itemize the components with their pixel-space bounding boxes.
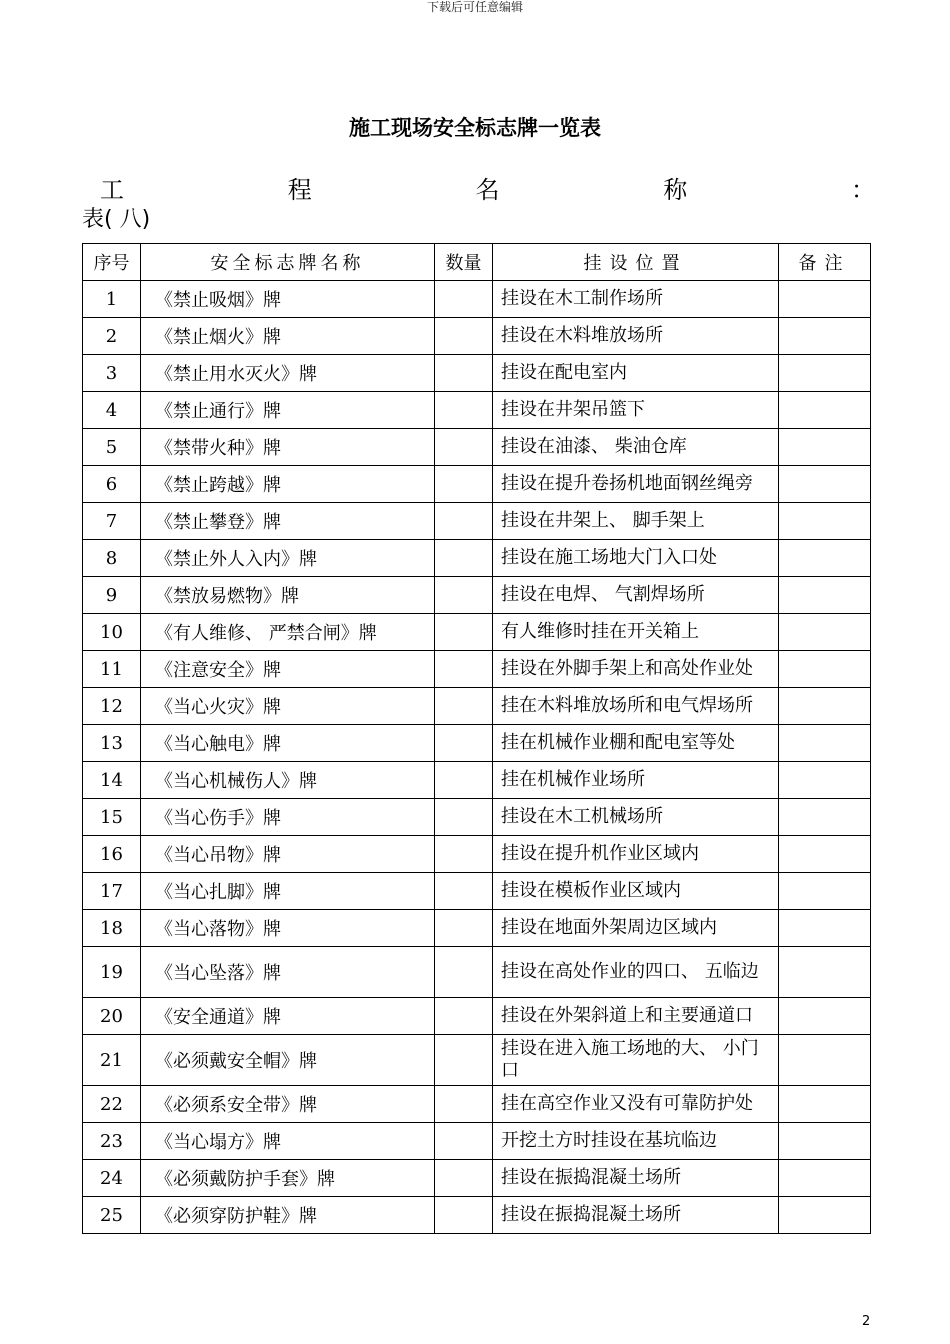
row-seq: 5 bbox=[83, 429, 141, 466]
row-location: 挂设在施工场地大门入口处 bbox=[493, 540, 779, 577]
row-seq: 12 bbox=[83, 688, 141, 725]
row-quantity bbox=[435, 577, 493, 614]
row-seq: 17 bbox=[83, 873, 141, 910]
row-quantity bbox=[435, 799, 493, 836]
row-note bbox=[779, 1086, 871, 1123]
row-seq: 2 bbox=[83, 318, 141, 355]
table-row bbox=[83, 688, 871, 725]
row-quantity bbox=[435, 1086, 493, 1123]
table-row bbox=[83, 1035, 871, 1086]
row-quantity bbox=[435, 540, 493, 577]
row-note bbox=[779, 947, 871, 998]
row-location: 挂设在地面外架周边区域内 bbox=[493, 910, 779, 947]
column-header-qty: 数量 bbox=[435, 244, 493, 281]
row-seq: 16 bbox=[83, 836, 141, 873]
row-quantity bbox=[435, 429, 493, 466]
row-sign-name: 《安全通道》牌 bbox=[141, 998, 435, 1035]
row-sign-name: 《必须穿防护鞋》牌 bbox=[141, 1197, 435, 1234]
row-quantity bbox=[435, 281, 493, 318]
row-location: 挂在高空作业又没有可靠防护处 bbox=[493, 1086, 779, 1123]
column-header-name: 安全标志牌名称 bbox=[141, 244, 435, 281]
page-number: 2 bbox=[862, 1314, 871, 1329]
table-body bbox=[83, 281, 871, 1234]
table-row bbox=[83, 318, 871, 355]
row-quantity bbox=[435, 1197, 493, 1234]
row-location: 挂在木料堆放场所和电气焊场所 bbox=[493, 688, 779, 725]
row-note bbox=[779, 873, 871, 910]
project-label-char: ： bbox=[851, 175, 875, 204]
row-note bbox=[779, 762, 871, 799]
table-row bbox=[83, 540, 871, 577]
row-seq: 9 bbox=[83, 577, 141, 614]
row-location: 挂设在外脚手架上和高处作业处 bbox=[493, 651, 779, 688]
row-sign-name: 《禁止通行》牌 bbox=[141, 392, 435, 429]
row-quantity bbox=[435, 762, 493, 799]
table-row bbox=[83, 429, 871, 466]
row-seq: 3 bbox=[83, 355, 141, 392]
row-sign-name: 《禁带火种》牌 bbox=[141, 429, 435, 466]
row-sign-name: 《必须系安全带》牌 bbox=[141, 1086, 435, 1123]
row-location: 挂设在高处作业的四口、 五临边 bbox=[493, 947, 779, 998]
row-seq: 18 bbox=[83, 910, 141, 947]
row-sign-name: 《禁止吸烟》牌 bbox=[141, 281, 435, 318]
table-row bbox=[83, 1086, 871, 1123]
row-note bbox=[779, 1035, 871, 1086]
safety-sign-table bbox=[82, 243, 871, 1234]
row-note bbox=[779, 836, 871, 873]
row-sign-name: 《禁止用水灭火》牌 bbox=[141, 355, 435, 392]
table-row bbox=[83, 614, 871, 651]
row-note bbox=[779, 503, 871, 540]
row-location: 挂设在进入施工场地的大、 小门口 bbox=[493, 1035, 779, 1086]
row-seq: 23 bbox=[83, 1123, 141, 1160]
project-label-char: 名 bbox=[475, 175, 500, 204]
table-row bbox=[83, 651, 871, 688]
row-note bbox=[779, 998, 871, 1035]
row-location: 挂设在井架上、 脚手架上 bbox=[493, 503, 779, 540]
row-sign-name: 《禁止跨越》牌 bbox=[141, 466, 435, 503]
row-sign-name: 《当心落物》牌 bbox=[141, 910, 435, 947]
row-location: 挂设在油漆、 柴油仓库 bbox=[493, 429, 779, 466]
column-header-note: 备注 bbox=[779, 244, 871, 281]
row-sign-name: 《当心吊物》牌 bbox=[141, 836, 435, 873]
project-label-char: 程 bbox=[287, 175, 312, 204]
row-quantity bbox=[435, 910, 493, 947]
table-row bbox=[83, 1160, 871, 1197]
row-note bbox=[779, 1123, 871, 1160]
row-sign-name: 《有人维修、 严禁合闸》牌 bbox=[141, 614, 435, 651]
row-seq: 22 bbox=[83, 1086, 141, 1123]
row-quantity bbox=[435, 998, 493, 1035]
table-row bbox=[83, 281, 871, 318]
row-sign-name: 《注意安全》牌 bbox=[141, 651, 435, 688]
row-note bbox=[779, 281, 871, 318]
row-quantity bbox=[435, 1160, 493, 1197]
row-sign-name: 《当心火灾》牌 bbox=[141, 688, 435, 725]
table-row bbox=[83, 466, 871, 503]
page-title: 施工现场安全标志牌一览表 bbox=[349, 116, 601, 140]
row-location: 挂设在井架吊篮下 bbox=[493, 392, 779, 429]
row-sign-name: 《当心触电》牌 bbox=[141, 725, 435, 762]
row-seq: 8 bbox=[83, 540, 141, 577]
row-sign-name: 《必须戴安全帽》牌 bbox=[141, 1035, 435, 1086]
row-note bbox=[779, 429, 871, 466]
row-note bbox=[779, 799, 871, 836]
row-location: 挂设在振捣混凝土场所 bbox=[493, 1160, 779, 1197]
row-location: 开挖土方时挂设在基坑临边 bbox=[493, 1123, 779, 1160]
table-row bbox=[83, 355, 871, 392]
row-quantity bbox=[435, 1123, 493, 1160]
row-location: 挂在机械作业场所 bbox=[493, 762, 779, 799]
row-seq: 7 bbox=[83, 503, 141, 540]
row-location: 挂设在提升卷扬机地面钢丝绳旁 bbox=[493, 466, 779, 503]
row-location: 挂设在外架斜道上和主要通道口 bbox=[493, 998, 779, 1035]
row-note bbox=[779, 392, 871, 429]
row-quantity bbox=[435, 688, 493, 725]
table-row bbox=[83, 799, 871, 836]
row-quantity bbox=[435, 1035, 493, 1086]
row-quantity bbox=[435, 355, 493, 392]
table-row bbox=[83, 577, 871, 614]
row-location: 挂设在提升机作业区域内 bbox=[493, 836, 779, 873]
row-quantity bbox=[435, 318, 493, 355]
row-note bbox=[779, 910, 871, 947]
row-note bbox=[779, 1197, 871, 1234]
row-seq: 10 bbox=[83, 614, 141, 651]
row-quantity bbox=[435, 651, 493, 688]
row-note bbox=[779, 318, 871, 355]
row-seq: 20 bbox=[83, 998, 141, 1035]
row-seq: 1 bbox=[83, 281, 141, 318]
row-location: 挂设在模板作业区域内 bbox=[493, 873, 779, 910]
row-seq: 15 bbox=[83, 799, 141, 836]
row-quantity bbox=[435, 725, 493, 762]
table-label: 表( 八) bbox=[82, 207, 151, 232]
row-sign-name: 《禁止攀登》牌 bbox=[141, 503, 435, 540]
row-sign-name: 《当心塌方》牌 bbox=[141, 1123, 435, 1160]
row-sign-name: 《当心伤手》牌 bbox=[141, 799, 435, 836]
row-sign-name: 《必须戴防护手套》牌 bbox=[141, 1160, 435, 1197]
row-seq: 6 bbox=[83, 466, 141, 503]
row-quantity bbox=[435, 836, 493, 873]
row-quantity bbox=[435, 947, 493, 998]
row-quantity bbox=[435, 503, 493, 540]
row-note bbox=[779, 466, 871, 503]
row-location: 挂设在木料堆放场所 bbox=[493, 318, 779, 355]
table-row bbox=[83, 503, 871, 540]
table-row bbox=[83, 910, 871, 947]
row-quantity bbox=[435, 466, 493, 503]
row-sign-name: 《禁止烟火》牌 bbox=[141, 318, 435, 355]
row-note bbox=[779, 725, 871, 762]
table-row bbox=[83, 836, 871, 873]
row-note bbox=[779, 651, 871, 688]
table-row bbox=[83, 1197, 871, 1234]
table-row bbox=[83, 998, 871, 1035]
row-seq: 21 bbox=[83, 1035, 141, 1086]
row-location: 挂设在木工机械场所 bbox=[493, 799, 779, 836]
table-row bbox=[83, 725, 871, 762]
row-location: 挂设在电焊、 气割焊场所 bbox=[493, 577, 779, 614]
row-sign-name: 《禁放易燃物》牌 bbox=[141, 577, 435, 614]
row-seq: 4 bbox=[83, 392, 141, 429]
row-quantity bbox=[435, 873, 493, 910]
row-quantity bbox=[435, 614, 493, 651]
row-note bbox=[779, 1160, 871, 1197]
row-sign-name: 《当心机械伤人》牌 bbox=[141, 762, 435, 799]
row-location: 挂设在配电室内 bbox=[493, 355, 779, 392]
row-note bbox=[779, 614, 871, 651]
project-label-char: 称 bbox=[663, 175, 688, 204]
row-sign-name: 《当心扎脚》牌 bbox=[141, 873, 435, 910]
column-header-seq: 序号 bbox=[83, 244, 141, 281]
table-header-row bbox=[83, 244, 871, 281]
project-label-char: 工 bbox=[100, 175, 124, 204]
row-note bbox=[779, 688, 871, 725]
row-note bbox=[779, 540, 871, 577]
row-quantity bbox=[435, 392, 493, 429]
table-row bbox=[83, 947, 871, 998]
column-header-location: 挂设位置 bbox=[493, 244, 779, 281]
row-note bbox=[779, 355, 871, 392]
row-location: 挂设在振捣混凝土场所 bbox=[493, 1197, 779, 1234]
row-seq: 19 bbox=[83, 947, 141, 998]
project-name-line bbox=[100, 172, 875, 202]
row-location: 有人维修时挂在开关箱上 bbox=[493, 614, 779, 651]
row-sign-name: 《当心坠落》牌 bbox=[141, 947, 435, 998]
row-seq: 14 bbox=[83, 762, 141, 799]
row-seq: 13 bbox=[83, 725, 141, 762]
table-row bbox=[83, 1123, 871, 1160]
table-row bbox=[83, 762, 871, 799]
table-row bbox=[83, 873, 871, 910]
header-note: 下载后可任意编辑 bbox=[426, 0, 523, 14]
row-sign-name: 《禁止外人入内》牌 bbox=[141, 540, 435, 577]
row-seq: 11 bbox=[83, 651, 141, 688]
row-location: 挂在机械作业棚和配电室等处 bbox=[493, 725, 779, 762]
row-note bbox=[779, 577, 871, 614]
table-row bbox=[83, 392, 871, 429]
row-location: 挂设在木工制作场所 bbox=[493, 281, 779, 318]
row-seq: 25 bbox=[83, 1197, 141, 1234]
row-seq: 24 bbox=[83, 1160, 141, 1197]
